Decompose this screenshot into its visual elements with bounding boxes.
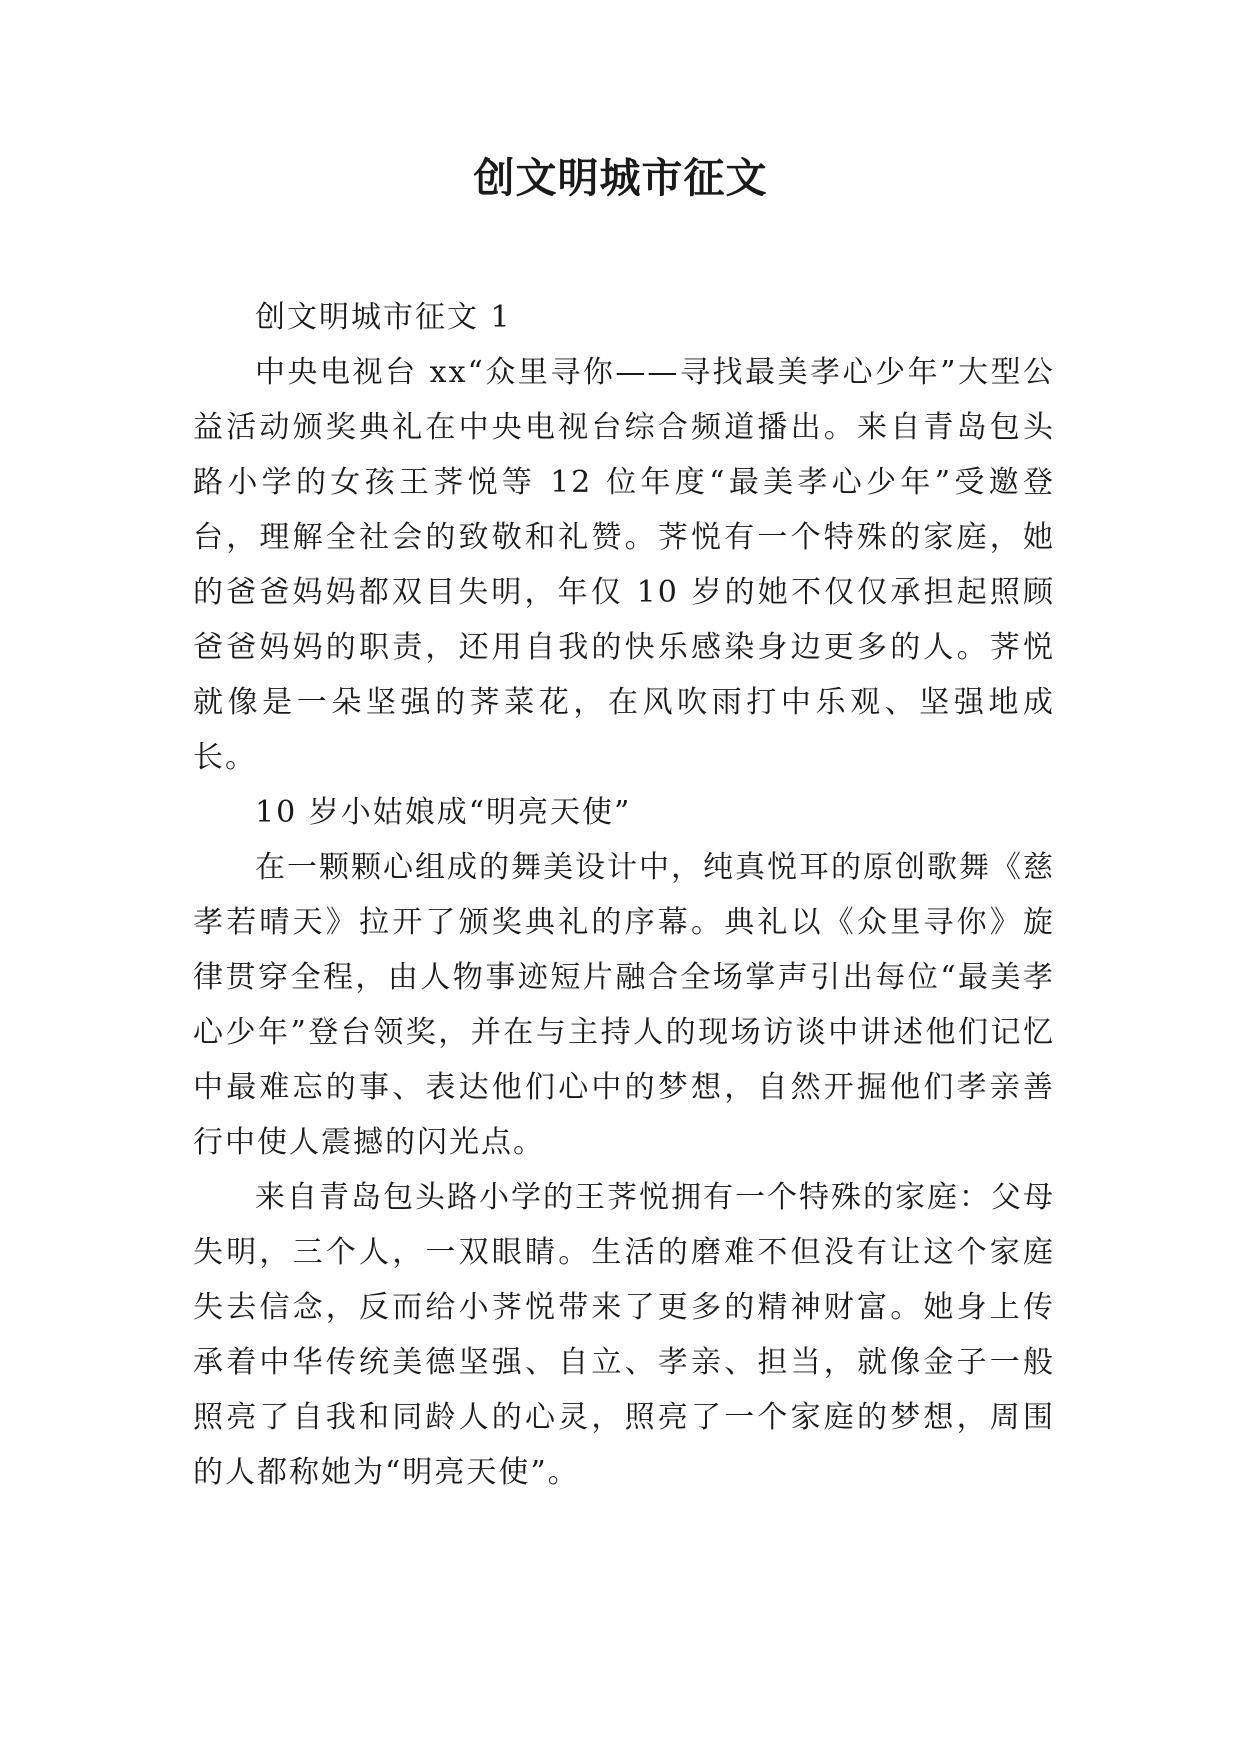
body-paragraph: 中央电视台 xx“众里寻你——寻找最美孝心少年”大型公益活动颁奖典礼在中央电视台综合频道播出。来自青岛包头路小学的女孩王荠悦等 12 位年度“最美孝心少年”受邀登台，理解全社会的致敬和礼赞。荠悦有一个特殊的家庭，她的爸爸妈妈都双目失明，年仅 10 岁的她不仅仅承担起照顾爸爸妈妈的职责，还用自我的快乐感染身边更多的人。荠悦就像是一朵坚强的荠菜花，在风吹雨打中乐观、坚强地成长。: [193, 355, 1055, 775]
section-heading: 10 岁小姑娘成“明亮天使”: [255, 795, 632, 830]
section-heading: 创文明城市征文 1: [255, 300, 512, 335]
document-body: [193, 290, 1055, 1500]
body-paragraph: 在一颗颗心组成的舞美设计中，纯真悦耳的原创歌舞《慈孝若晴天》拉开了颁奖典礼的序幕。典礼以《众里寻你》旋律贯穿全程，由人物事迹短片融合全场掌声引出每位“最美孝心少年”登台领奖，并在与主持人的现场访谈中讲述他们记忆中最难忘的事、表达他们心中的梦想，自然开掘他们孝亲善行中使人震撼的闪光点。: [193, 850, 1055, 1160]
body-paragraph: 来自青岛包头路小学的王荠悦拥有一个特殊的家庭：父母失明，三个人，一双眼睛。生活的磨难不但没有让这个家庭失去信念，反而给小荠悦带来了更多的精神财富。她身上传承着中华传统美德坚强、自立、孝亲、担当，就像金子一般照亮了自我和同龄人的心灵，照亮了一个家庭的梦想，周围的人都称她为“明亮天使”。: [193, 1180, 1055, 1490]
document-title: 创文明城市征文: [473, 154, 768, 202]
